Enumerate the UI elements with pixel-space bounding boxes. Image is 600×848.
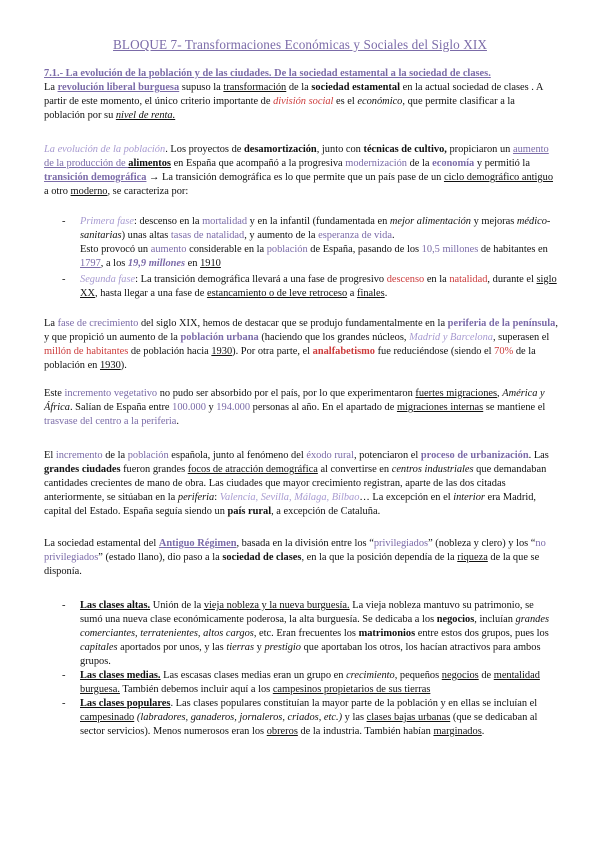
bullet-dash: -: [62, 600, 66, 611]
bullet-dash: -: [62, 670, 66, 681]
paragraph-migraciones: Este incremento vegetativo no pudo ser absorbido por el país, por lo que experimentaron fuertes migraciones, América y África. Salían de España entre 100.000 y 194.000 personas al año. En el apartado de migraciones internas se mantiene el trasvase del centro a la periferia.: [44, 388, 546, 427]
document-title: BLOQUE 7- Transformaciones Económicas y Sociales del Siglo XIX: [113, 37, 487, 52]
bullet-primera-fase-cont: Esto provocó un aumento considerable en la población de España, pasando de los 10,5 millones de habitantes en 1797, a los 19,9 millones en 1910: [80, 244, 548, 269]
section-title: 7.1.- La evolución de la población y de las ciudades. De la sociedad estamental a la sociedad de clases.: [44, 68, 491, 79]
paragraph-urbanizacion: El incremento de la población española, junto al fenómeno del éxodo rural, potenciaron el proceso de urbanización. Las grandes ciudades fueron grandes focos de atracción demográfica al convertirse en centros industriales que demandaban cantidades crecientes de mano de obra. Las ciudades que mayor crecimiento registran, aparte de las dos citadas anteriormente, se sitúaban en la periferia: Valencia, Sevilla, Málaga, Bilbao… La excepción en el interior era Madrid, capital del Estado. España seguía siendo un país rural, a excepción de Cataluña.: [44, 450, 549, 517]
bullet-clases-medias: Las clases medias. Las escasas clases medias eran un grupo en crecimiento, pequeños negocios de mentalidad burguesa. También debemos incluir aquí a los campesinos propietarios de sus tierras: [80, 670, 540, 695]
bullet-segunda-fase: Segunda fase: La transición demográfica llevará a una fase de progresivo descenso en la natalidad, durante el siglo XX, hasta llegar a una fase de estancamiento o de leve retroceso a finales.: [80, 274, 557, 299]
bullet-clases-populares: Las clases populares. Las clases populares constituían la mayor parte de la población y en ellas se incluían el campesinado (labradores, ganaderos, jornaleros, criados, etc.) y las clases bajas urbanas (que se dedicaban al sector servicios). Menos numerosos eran los obreros de la industria. También habían marginados.: [80, 698, 538, 737]
bullet-dash: -: [62, 274, 66, 285]
bullet-dash: -: [62, 698, 66, 709]
bullet-clases-altas: Las clases altas. Unión de la vieja nobleza y la nueva burguesía. La vieja nobleza mantuvo su patrimonio, se sumó una nueva clase económicamente poderosa, la alta burguesía. Se dedicaba a los negocios, incluían grandes comerciantes, terratenientes, altos cargos, etc. Eran frecuentes los matrimonios entre estos dos grupos, pues los capitales aportados por unos, y las tierras y prestigio que aportaban los otros, los hacían atractivos para ambos grupos.: [80, 600, 549, 667]
bullet-primera-fase: Primera fase: descenso en la mortalidad y en la infantil (fundamentada en mejor alimentación y mejoras médico-sanitarias) unas altas tasas de natalidad, y aumento de la esperanza de vida.: [80, 216, 551, 241]
paragraph-crecimiento: La fase de crecimiento del siglo XIX, hemos de destacar que se produjo fundamentalmente en la periferia de la península, y que propició un aumento de la población urbana (haciendo que los grandes núcleos, Madrid y Barcelona, superasen el millón de habitantes de población hacia 1930). Por otra parte, el analfabetismo fue reduciéndose (siendo el 70% de la población en 1930).: [44, 318, 558, 371]
paragraph-sociedad: La sociedad estamental del Antiguo Régimen, basada en la división entre los “privilegiados” (nobleza y clero) y los “no privilegiados” (estado llano), dio paso a la sociedad de clases, en la que la posición dependía de la riqueza de la que se disponía.: [44, 538, 546, 577]
paragraph-transicion: La evolución de la población. Los proyectos de desamortización, junto con técnicas de cultivo, propiciaron un aumento de la producción de alimentos en España que acompañó a la progresiva modernización de la economía y permitió la transición demográfica → La transición demográfica es lo que permite que un país pase de un ciclo demográfico antiguo a otro moderno, se caracteriza por:: [44, 144, 554, 197]
intro-paragraph: La revolución liberal burguesa supuso la transformación de la sociedad estamental en la actual sociedad de clases . A partir de este momento, el único criterio importante de división social es el económico, que permite clasificar a la población por su nivel de renta.: [44, 82, 543, 121]
bullet-dash: -: [62, 216, 66, 227]
section-heading: [44, 67, 558, 81]
